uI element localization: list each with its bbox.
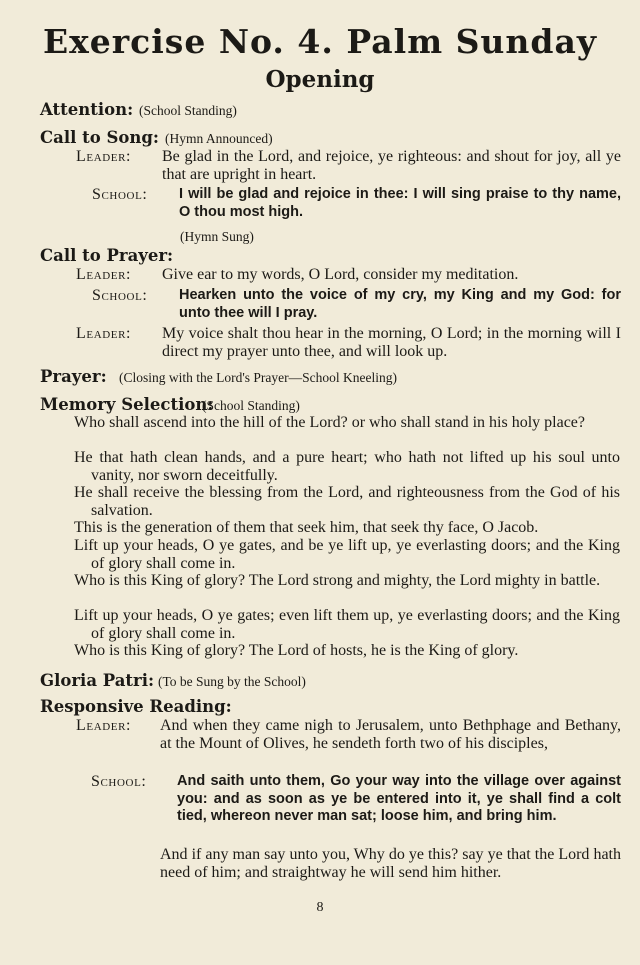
reading-line: And if any man say unto you, Why do ye this? say ye that the Lord hath need of him; and straightway he will send him hither. — [160, 846, 621, 881]
section-opening: Opening — [265, 66, 375, 93]
note-attention: (School Standing) — [139, 103, 237, 118]
memory-verse: He shall receive the blessing from the Lord, and righteousness from the God of his salvation. — [74, 484, 620, 519]
heading-call-to-prayer: Call to Prayer: — [40, 246, 174, 265]
reading-line: And when they came nigh to Jerusalem, unto Bethphage and Bethany, at the Mount of Olives, he sendeth forth two of his disciples, — [160, 717, 621, 752]
reading-line: Hearken unto the voice of my cry, my King and my God: for unto thee will I pray. — [179, 287, 621, 321]
speaker-school: School: — [91, 773, 147, 790]
speaker-school: School: — [92, 186, 148, 203]
reading-line: And saith unto them, Go your way into the village over against you: and as soon as ye be entered into it, ye shall find a colt tied, whereon never man sat; loose him, and bring him. — [177, 773, 621, 824]
exercise-title: Exercise No. 4. Palm Sunday — [42, 22, 598, 61]
reading-line: My voice shalt thou hear in the morning, O Lord; in the morning will I direct my prayer unto thee, and will look up. — [162, 325, 621, 360]
speaker-leader: Leader: — [76, 148, 132, 165]
reading-line: Be glad in the Lord, and rejoice, ye righteous: and shout for joy, all ye that are upright in heart. — [162, 148, 621, 183]
speaker-leader: Leader: — [76, 717, 132, 734]
memory-verse: Who is this King of glory? The Lord of hosts, he is the King of glory. — [74, 642, 519, 659]
memory-verse: Lift up your heads, O ye gates; even lift them up, ye everlasting doors; and the King of glory shall come in. — [74, 607, 620, 642]
reading-line: Give ear to my words, O Lord, consider my meditation. — [162, 266, 519, 283]
note-call-to-song: (Hymn Announced) — [165, 131, 273, 146]
heading-responsive-reading: Responsive Reading: — [40, 697, 232, 716]
memory-verse: This is the generation of them that seek him, that seek thy face, O Jacob. — [74, 519, 539, 536]
page-number: 8 — [316, 900, 324, 915]
note-memory-selection: (School Standing) — [202, 398, 300, 413]
heading-prayer: Prayer: — [40, 367, 107, 386]
memory-verse: Who is this King of glory? The Lord strong and mighty, the Lord mighty in battle. — [74, 572, 601, 589]
note-gloria-patri: (To be Sung by the School) — [158, 674, 306, 689]
heading-call-to-song: Call to Song: — [40, 128, 160, 147]
memory-verse: He that hath clean hands, and a pure heart; who hath not lifted up his soul unto vanity, nor sworn deceitfully. — [74, 449, 620, 484]
heading-gloria-patri: Gloria Patri: — [40, 671, 155, 690]
note-prayer: (Closing with the Lord's Prayer—School Kneeling) — [119, 370, 398, 385]
memory-verse: Lift up your heads, O ye gates, and be ye lift up, ye everlasting doors; and the King of glory shall come in. — [74, 537, 620, 572]
note-hymn-sung: (Hymn Sung) — [180, 229, 254, 244]
speaker-leader: Leader: — [76, 325, 132, 342]
speaker-school: School: — [92, 287, 148, 304]
heading-attention: Attention: — [40, 100, 134, 119]
heading-memory-selection: Memory Selection: — [40, 395, 214, 414]
speaker-leader: Leader: — [76, 266, 132, 283]
reading-line: I will be glad and rejoice in thee: I will sing praise to thy name, O thou most high. — [179, 186, 621, 220]
memory-verse: Who shall ascend into the hill of the Lord? or who shall stand in his holy place? — [74, 414, 585, 431]
